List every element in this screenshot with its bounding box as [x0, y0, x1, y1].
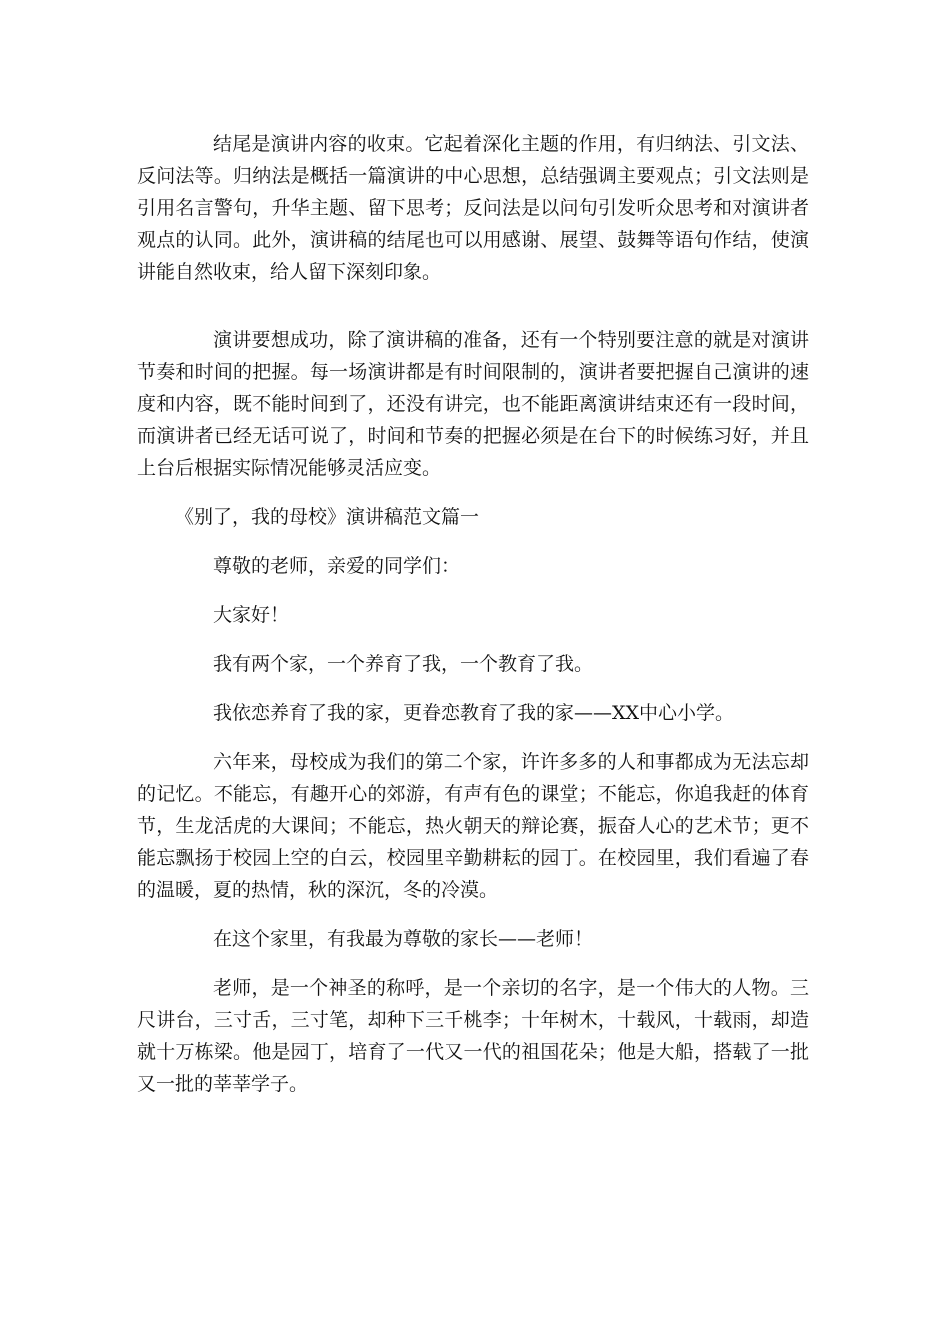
paragraph-salutation: 尊敬的老师，亲爱的同学们： — [213, 555, 461, 577]
paragraph-school-home: 我依恋养育了我的家，更眷恋教育了我的家——XX中心小学。 — [213, 702, 735, 724]
paragraph-speech-timing: 演讲要想成功，除了演讲稿的准备，还有一个特别要注意的就是对演讲节奏和时间的把握。每一场演讲都是有时间限制的，演讲者要把握自己演讲的速度和内容，既不能时间到了，还没有讲完，也不能距离演讲结束还有一段时间，而演讲者已经无话可说了，时间和节奏的把握必须是在台下的时候练习好，并且上台后根据实际情况能够灵活应变。 — [137, 329, 809, 479]
paragraph-greeting: 大家好！ — [213, 604, 290, 626]
paragraph-teachers: 在这个家里，有我最为尊敬的家长——老师！ — [213, 928, 594, 950]
paragraph-two-homes: 我有两个家，一个养育了我，一个教育了我。 — [213, 653, 594, 675]
paragraph-speech-ending: 结尾是演讲内容的收束。它起着深化主题的作用，有归纳法、引文法、反问法等。归纳法是概括一篇演讲的中心思想，总结强调主要观点；引文法则是引用名言警句，升华主题、留下思考；反问法是以问句引发听众思考和对演讲者观点的认同。此外，演讲稿的结尾也可以用感谢、展望、鼓舞等语句作结，使演讲能自然收束，给人留下深刻印象。 — [137, 133, 809, 283]
paragraph-six-years: 六年来，母校成为我们的第二个家，许许多多的人和事都成为无法忘却的记忆。不能忘，有趣开心的郊游，有声有色的课堂；不能忘，你追我赶的体育节，生龙活虎的大课间；不能忘，热火朝天的辩论赛，振奋人心的艺术节；更不能忘飘扬于校园上空的白云，校园里辛勤耕耘的园丁。在校园里，我们看遍了春的温暖，夏的热情，秋的深沉，冬的冷漠。 — [137, 751, 809, 901]
section-heading: 《别了，我的母校》演讲稿范文篇一 — [175, 506, 480, 528]
paragraph-teacher-praise: 老师，是一个神圣的称呼，是一个亲切的名字，是一个伟大的人物。三尺讲台，三寸舌，三寸笔，却种下三千桃李；十年树木，十载风，十载雨，却造就十万栋梁。他是园丁，培育了一代又一代的祖国花朵；他是大船，搭载了一批又一批的莘莘学子。 — [137, 977, 809, 1095]
document-body — [137, 128, 809, 1117]
